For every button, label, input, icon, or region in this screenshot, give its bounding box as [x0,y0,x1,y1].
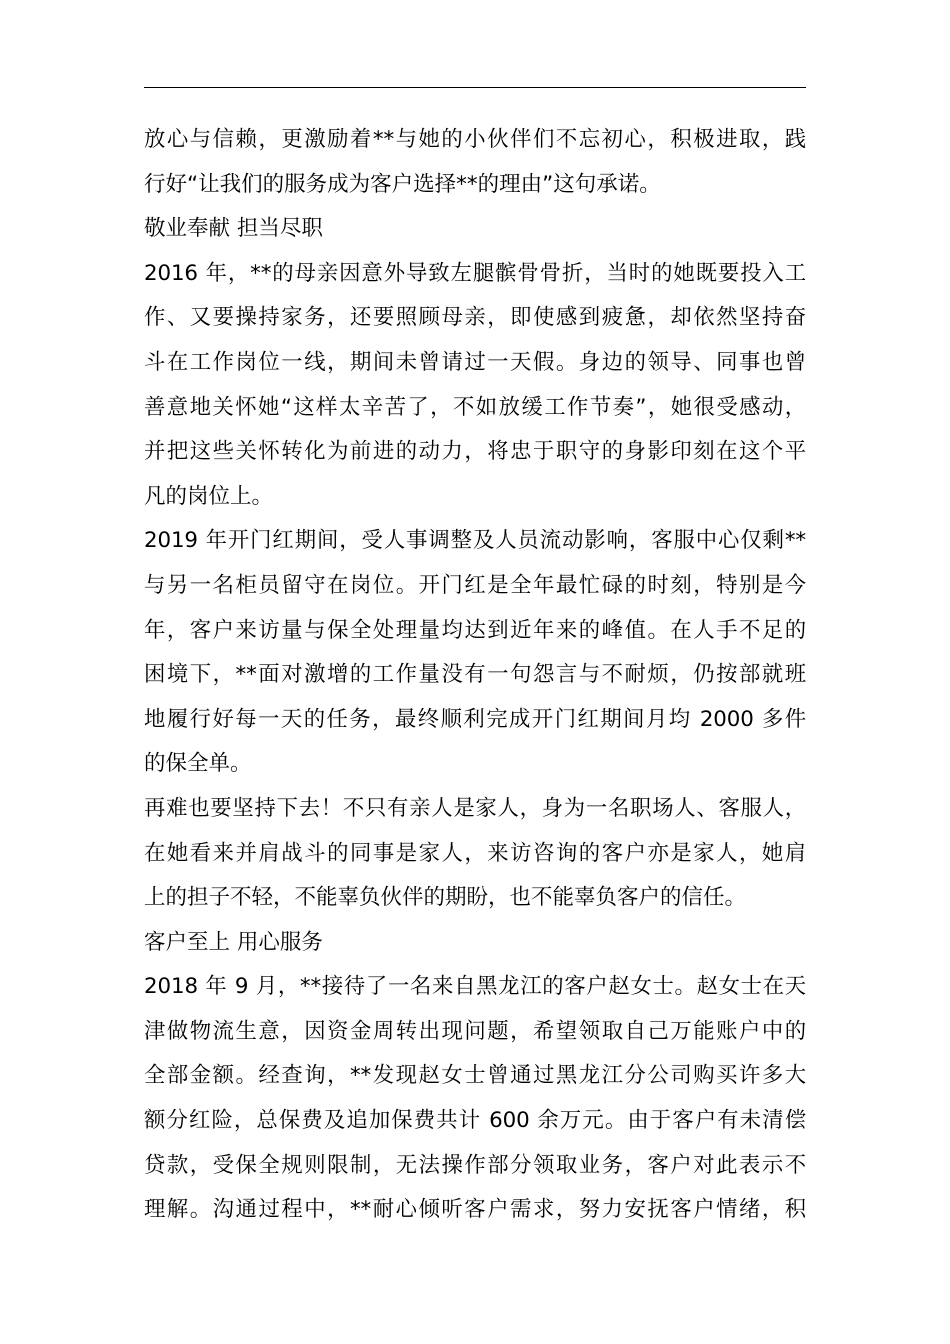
text-line: 年，客户来访量与保全处理量均达到近年来的峰值。在人手不足的 [144,617,807,643]
text-line: 理解。沟通过程中，**耐心倾听客户需求，努力安抚客户情绪，积 [144,1197,807,1223]
document-body [144,118,810,1233]
text-line: 与另一名柜员留守在岗位。开门红是全年最忙碌的时刻，特别是今 [144,572,807,598]
section-heading-dedication: 敬业奉献 担当尽职 [144,216,323,242]
text-line: 津做物流生意，因资金周转出现问题，希望领取自己万能账户中的 [144,1018,807,1044]
text-line: 2018 年 9 月，**接待了一名来自黑龙江的客户赵女士。赵女士在天 [144,974,807,1000]
text-line: 行好“让我们的服务成为客户选择**的理由”这句承诺。 [144,171,661,197]
text-line: 2016 年，**的母亲因意外导致左腿髌骨骨折，当时的她既要投入工 [144,260,807,286]
text-line: 全部金额。经查询，**发现赵女士曾通过黑龙江分公司购买许多大 [144,1063,807,1089]
text-line: 并把这些关怀转化为前进的动力，将忠于职守的身影印刻在这个平 [144,439,807,465]
text-line: 额分红险，总保费及追加保费共计 600 余万元。由于客户有未清偿 [144,1108,807,1134]
text-line: 上的担子不轻，不能辜负伙伴的期盼，也不能辜负客户的信任。 [144,885,747,911]
section-heading-customer-first: 客户至上 用心服务 [144,929,323,955]
header-rule [144,87,806,88]
text-line: 地履行好每一天的任务，最终顺利完成开门红期间月均 2000 多件 [144,706,807,732]
text-line: 善意地关怀她“这样太辛苦了，不如放缓工作节奏”，她很受感动， [144,394,807,420]
text-line: 作、又要操持家务，还要照顾母亲，即使感到疲惫，却依然坚持奋 [144,305,807,331]
text-line: 放心与信赖，更激励着**与她的小伙伴们不忘初心，积极进取，践 [144,127,807,152]
text-line: 贷款，受保全规则限制，无法操作部分领取业务，客户对此表示不 [144,1152,807,1178]
text-line: 2019 年开门红期间，受人事调整及人员流动影响，客服中心仅剩** [144,528,807,554]
text-line: 斗在工作岗位一线，期间未曾请过一天假。身边的领导、同事也曾 [144,349,807,375]
text-line: 困境下，**面对激增的工作量没有一句怨言与不耐烦，仍按部就班 [144,662,807,688]
text-line: 在她看来并肩战斗的同事是家人，来访咨询的客户亦是家人，她肩 [144,840,807,866]
text-line: 凡的岗位上。 [144,483,274,509]
text-line: 的保全单。 [144,751,252,777]
text-line: 再难也要坚持下去！不只有亲人是家人，身为一名职场人、客服人， [144,795,807,821]
